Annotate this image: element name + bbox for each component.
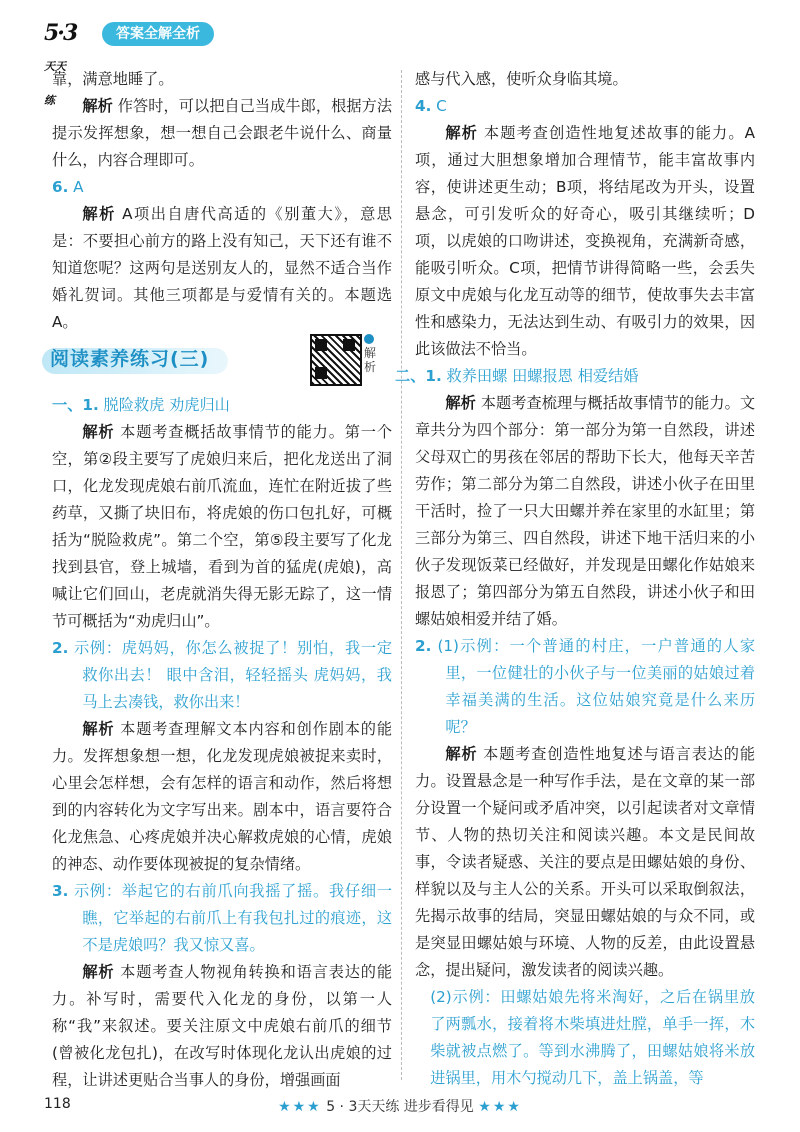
qr-code-icon[interactable] — [310, 334, 362, 386]
q3-answer — [52, 878, 392, 959]
header-banner: 答案全解全析 — [102, 22, 214, 46]
analysis-text: 本题考查创造性地复述故事的能力。A项，通过大胆想象增加合理情节，能丰富故事内容，使讲述更生动；B项，将结尾改为开头，设置悬念，可引发听众的好奇心，吸引其继续听；D项，以虎娘的口吻讲述，变换视角，充满新奇感，能吸引听众。C项，把情节讲得简略一些，会丢失原文中虎娘与化龙互动等的细节，使故事失去丰富性和感染力，无法达到生动、有吸引力的效果，因此该做法不恰当。 — [415, 124, 756, 358]
question-number: 一、1. — [52, 396, 99, 414]
page-number: 118 — [44, 1096, 71, 1112]
answer-text: C — [436, 97, 447, 115]
q3-analysis — [52, 959, 392, 1094]
answer-text: 救养田螺 田螺报恩 相爱结婚 — [446, 367, 639, 385]
q6-analysis — [52, 201, 392, 336]
analysis-text: 本题考查创造性地复述与语言表达的能力。设置悬念是一种写作手法，是在文章的某一部分设置一个疑问或矛盾冲突，以引起读者对文章情节、人物的热切关注和阅读兴趣。本文是民间故事，令读者疑惑、关注的要点是田螺姑娘的身份、样貌以及与主人公的关系。开头可以采取倒叙法，先揭示故事的结局，突显田螺姑娘的与众不同，或是突显田螺姑娘与环境、人物的反差，由此设置悬念，提出疑问，激发读者的阅读兴趣。 — [415, 745, 756, 979]
question-number: 二、1. — [395, 367, 442, 385]
footer-text: 5 · 3天天练 进步看得见 — [326, 1099, 474, 1115]
analysis-label: 解析 — [82, 97, 113, 115]
section-title: 阅读素养练习(三) — [50, 348, 210, 370]
analysis-label: 解析 — [82, 720, 115, 738]
stars-right: ★★★ — [478, 1099, 522, 1115]
answer-text: 脱险救虎 劝虎归山 — [103, 396, 230, 414]
continued-text: 靠，满意地睡了。 — [52, 70, 174, 88]
page-footer — [0, 1090, 800, 1120]
q2-answer — [52, 635, 392, 716]
analysis-label: 解析 — [445, 745, 478, 763]
question-number: 6. — [52, 178, 69, 196]
s1-answer — [52, 392, 392, 419]
continued-text: 感与代入感，使听众身临其境。 — [415, 70, 628, 88]
analysis-text: 本题考查理解文本内容和创作剧本的能力。发挥想象想一想，化龙发现虎娘被捉来卖时，心里会怎样想，会有怎样的语言和动作，然后将想到的内容转化为文字写出来。剧本中，语言要符合化龙焦急、心疼虎娘并决心解救虎娘的心情，虎娘的神态、动作要体现被捉的复杂情绪。 — [52, 720, 393, 873]
q4-answer — [415, 93, 755, 120]
analysis-text: 本题考查概括故事情节的能力。第一个空，第②段主要写了虎娘归来后，把化龙送出了洞口，化龙发现虎娘右前爪流血，连忙在附近拔了些药草，又撕了块旧布，将虎娘的伤口包扎好，可概括为“脱险救虎”。第二个空，第⑤段主要写了化龙找到县官，登上城墙，看到为首的猛虎(虎娘)，高喊让它们回山，老虎就消失得无影无踪了，这一情节可概括为“劝虎归山”。 — [52, 423, 393, 630]
question-number: 2. — [52, 639, 69, 657]
left-column — [52, 66, 392, 1094]
s2-answer — [395, 363, 755, 390]
logo-text: 5·3 — [44, 20, 77, 46]
q2-analysis — [415, 741, 755, 984]
q6-answer — [52, 174, 392, 201]
answer-text: 示例：举起它的右前爪向我摇了摇。我仔细一瞧，它举起的右前爪上有我包扎过的痕迹，这不是虎娘吗？我又惊又喜。 — [73, 882, 393, 954]
question-number: 3. — [52, 882, 69, 900]
right-column — [395, 66, 756, 1092]
s1-analysis — [52, 419, 392, 635]
answer-text: A — [73, 178, 84, 196]
q4-analysis — [415, 120, 755, 363]
answer-text: (2)示例：田螺姑娘先将米淘好，之后在锅里放了两瓢水，接着将木柴填进灶膛，单手一挥，木柴就被点燃了。等到水沸腾了，田螺姑娘将米放进锅里，用木勺搅动几下，盖上锅盖，等 — [430, 988, 755, 1087]
analysis-label: 解析 — [82, 205, 116, 223]
s2-analysis — [415, 390, 755, 633]
analysis-label: 解析 — [82, 963, 115, 981]
answer-text: (1)示例：一个普通的村庄，一户普通的人家里，一位健壮的小伙子与一位美丽的姑娘过着幸福美满的生活。这位姑娘究竟是什么来历呢？ — [437, 637, 756, 736]
analysis-text: 本题考查人物视角转换和语言表达的能力。补写时，需要代入化龙的身份，以第一人称“我”来叙述。要关注原文中虎娘右前爪的细节(曾被化龙包扎)，在改写时体现化龙认出虎娘的过程，让讲述更贴合当事人的身份，增强画面 — [52, 963, 393, 1089]
analysis-label: 解析 — [82, 423, 115, 441]
analysis-text: A项出自唐代高适的《别董大》，意思是：不要担心前方的路上没有知己，天下还有谁不知道您呢？这两句是送别友人的，显然不适合当作婚礼贺词。其他三项都是与爱情有关的。本题选A。 — [52, 205, 392, 331]
logo-subtext: 天天练 — [44, 60, 66, 107]
footer-slogan — [0, 1096, 800, 1116]
question-number: 4. — [415, 97, 432, 115]
play-icon — [364, 334, 374, 344]
stars-left: ★★★ — [278, 1099, 322, 1115]
column-divider — [401, 70, 402, 1080]
q2-answer-part1 — [415, 633, 755, 741]
answer-text: 示例：虎妈妈，你怎么被捉了！别怕，我一定救你出去！ 眼中含泪，轻轻摇头 虎妈妈，我马上去凑钱，救你出来！ — [73, 639, 393, 711]
q5-analysis — [52, 93, 392, 174]
analysis-label: 解析 — [445, 124, 478, 142]
section-heading — [42, 340, 392, 386]
analysis-label: 解析 — [445, 394, 476, 412]
question-number: 2. — [415, 637, 432, 655]
analysis-text: 本题考查梳理与概括故事情节的能力。文章共分为四个部分：第一部分为第一自然段，讲述父母双亡的男孩在邻居的帮助下长大，他每天辛苦劳作；第二部分为第二自然段，讲述小伙子在田里干活时，捡了一只大田螺并养在家里的水缸里；第三部分为第三、四自然段，讲述下地干活归来的小伙子发现饭菜已经做好，并发现是田螺化作姑娘来报恩了；第四部分为第五自然段，讲述小伙子和田螺姑娘相爱并结了婚。 — [415, 394, 756, 628]
analysis-text: 作答时，可以把自己当成牛郎，根据方法提示发挥想象，想一想自己会跟老牛说什么、商量什么，内容合理即可。 — [52, 97, 393, 169]
qr-label: 解析 — [364, 334, 378, 374]
q2-analysis — [52, 716, 392, 878]
q2-answer-part2 — [415, 984, 755, 1092]
